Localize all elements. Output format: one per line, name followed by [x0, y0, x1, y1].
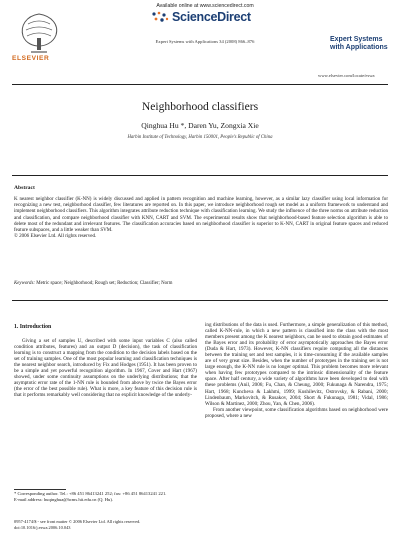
- keywords-list: Metric space; Neighborhood; Rough set; Reduction; Classifier; Norm: [36, 281, 173, 286]
- elsevier-tree-logo-icon: [14, 8, 64, 56]
- journal-citation: Expert Systems with Applications 34 (2008) 866–876: [155, 39, 255, 44]
- article-title: Neighborhood classifiers: [141, 100, 259, 113]
- abstract-top-divider: [12, 175, 388, 176]
- abstract-heading: Abstract: [14, 185, 35, 191]
- header-divider: [12, 84, 388, 85]
- page-footer: [14, 519, 214, 530]
- author-affiliation: Harbin Institute of Technology, Harbin 150001, People’s Republic of China: [127, 135, 273, 140]
- intro-right-column: [205, 322, 388, 419]
- journal-title: Expert Systems with Applications: [330, 36, 388, 51]
- issn-line: 0957-4174/$ - see front matter © 2006 Elsevier Ltd. All rights reserved.: [14, 519, 141, 524]
- author-email[interactable]: E-mail address: huqinghua@hcms.hit.edu.cn (Q. Hu).: [14, 496, 114, 502]
- keywords-label: Keywords:: [14, 281, 36, 286]
- abstract-text: K nearest neighbor classifier (K-NN) is widely discussed and applied in pattern recognition and machine learning, however, as a similar lazy classifier using local information for recognizing a new test, neighborhood classifier, few literatures are reported on. In this paper, we introduce neighborhood rough set model as a uniform framework to understand and implement neighborhood classifiers. This algorithm integrates attribute reduction technique with classification learning. We study the influence of the three norms on attribute reduction and classification, and compare neighborhood classifier with KNN, CART and SVM. The experimental results show that neighborhood-based feature selection algorithm is able to delete most of the redundant and irrelevant features. The classification accuracies based on neighborhood classifier is superior to K-NN, CART in original feature spaces and reduced feature subspaces, and a little weaker than SVM.: [14, 196, 388, 234]
- keywords-line: [14, 281, 388, 286]
- intro-right-paragraph-2: From another viewpoint, some classification algorithms based on neighborhood were proposed, where a new: [205, 406, 388, 419]
- available-online-text: Available online at www.sciencedirect.com: [156, 3, 254, 9]
- footnote-divider: [14, 489, 66, 490]
- section-heading-introduction: 1. Introduction: [14, 324, 52, 330]
- intro-left-column: Giving a set of samples U, described with some input variables C (also called condition attributes, features) and an output D (decision), the task of classification learning is to construct a mapping from the condition to the decision labels based on the set of training samples. One of the most popular learning and classification techniques is the nearest neighbor search, introduced by Fix and Hodges (1951). It has been proven to be a simple and yet powerful recognition algorithm. In 1967, Cover and Hart (1967) showed, under some continuity assumptions on the underlying distributions; that the asymptotic error rate of the 1-NN rule is bounded from above by twice the Bayes error (the error of the best possible rule). What is more, a key feature of this decision rule is that it performs remarkably well considering that no explicit knowledge of the underly-: [14, 338, 197, 399]
- abstract-bottom-divider: [12, 300, 388, 301]
- footnote: [14, 491, 197, 503]
- abstract-body: [14, 196, 388, 239]
- journal-url-link[interactable]: www.elsevier.com/locate/eswa: [318, 73, 375, 78]
- article-authors: Qinghua Hu *, Daren Yu, Zongxia Xie: [141, 121, 259, 130]
- sciencedirect-wordmark: ScienceDirect: [172, 10, 251, 24]
- corresponding-author-note: * Corresponding author. Tel.: +86 451 86413241 252; fax: +86 451 86413241 221.: [14, 491, 167, 496]
- doi-link[interactable]: doi:10.1016/j.eswa.2006.10.043: [14, 524, 71, 530]
- copyright-line: © 2006 Elsevier Ltd. All rights reserved.: [14, 233, 97, 240]
- publisher-name: ELSEVIER: [12, 55, 50, 62]
- sciencedirect-logo-icon: [150, 10, 170, 24]
- intro-right-paragraph-1: ing distributions of the data is used. Furthermore, a simple generalization of this method, called K-NN-rule, in which a new pattern is classified into the class with the most members present among the K nearest neighbors, can be used to obtain good estimates of the Bayes error and its probability of error asymptotically approaches the Bayes error (Duda & Hart, 1973). However, K-NN classifiers require computing all the distances between the training set and test samples, it is time-consuming if the available samples are of very great size. Besides, when the number of prototypes in the training set is not large enough, the K-NN rule is no longer optimal. This problem becomes more relevant when having few prototypes compared to the intrinsic dimensionality of the feature space. After half century, a wide variety of algorithms have been developed to deal with these problems (Anil, 2006; Fu, Chan, & Cheung, 2000; Fukunaga & Narendra, 1975; Hart, 1968; Kuncheva & Lakhmi, 1999; Kushilevitz, Ostrovsky, & Rabani, 2000; Lindenbaum, Markovitch, & Rusakov, 2004; Short & Fukunaga, 1981; Vidal, 1986; Wilson & Martinez, 2000; Zhou, Yan, & Chen, 2006).: [205, 322, 388, 407]
